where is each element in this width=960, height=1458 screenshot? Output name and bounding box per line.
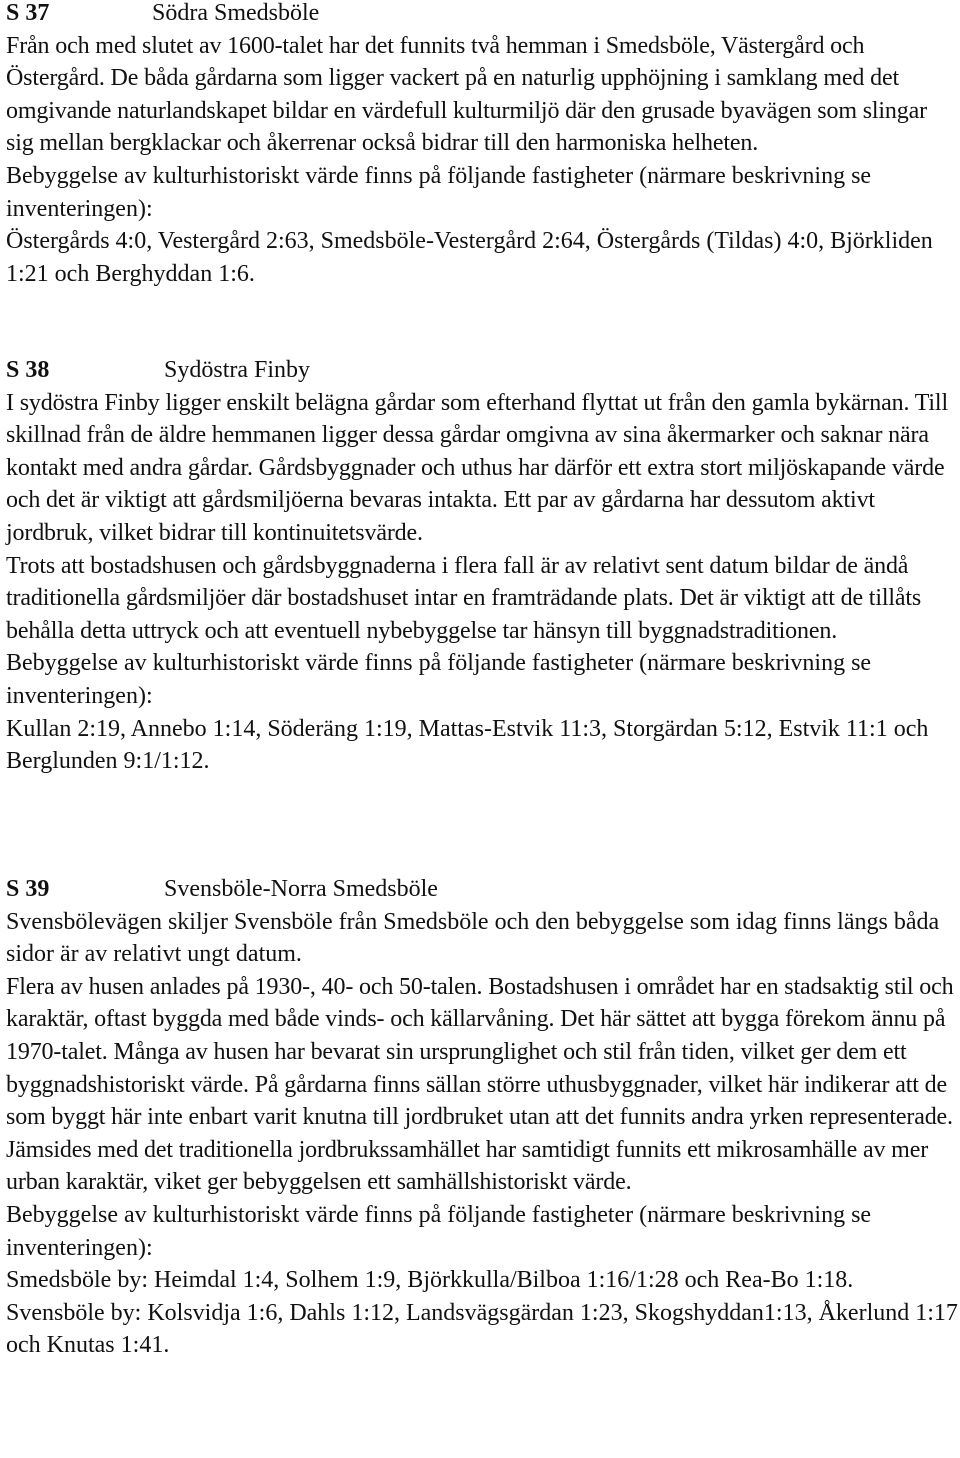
paragraph: Svensböle by: Kolsvidja 1:6, Dahls 1:12, Landsvägsgärdan 1:23, Skogshyddan1:13, Åkerlund 1:17 och Knutas 1:41. — [6, 1299, 958, 1359]
section-title: Södra Smedsböle — [152, 0, 320, 26]
section-heading — [6, 0, 958, 30]
paragraph: Flera av husen anlades på 1930-, 40- och 50-talen. Bostadshusen i området har en stadsaktig stil och karaktär, oftast byggda med både vinds- och källarvåning. Det här sättet att bygga förekom ännu på 1970-talet. Många av husen har bevarat sin ursprunglighet och stil från tiden, vilket ger dem ett byggnadshistoriskt värde. På gårdarna finns sällan större uthusbyggnader, vilket här indikerar att de som byggt här inte enbart varit knutna till jordbruket utan att det funnits andra yrken representerade. Jämsides med det traditionella jordbrukssamhället har samtidigt funnits ett mikrosamhälle av mer urban karaktär, viket ger bebyggelsen ett samhällshistoriskt värde. — [6, 973, 954, 1196]
section-s37 — [6, 0, 958, 290]
section-s38 — [6, 354, 958, 778]
paragraph: Trots att bostadshusen och gårdsbyggnaderna i flera fall är av relativt sent datum bildar de ändå traditionella gårdsmiljöer där bostadshuset intar en framträdande plats. Det är viktigt att de tillåts behålla detta uttryck och att eventuell nybebyggelse tar hänsyn till byggnadstraditionen. — [6, 552, 922, 644]
section-number: S 39 — [6, 876, 50, 902]
section-heading — [6, 354, 958, 387]
paragraph: Bebyggelse av kulturhistoriskt värde finns på följande fastigheter (närmare beskrivning se inventeringen): — [6, 1201, 872, 1261]
paragraph: Smedsböle by: Heimdal 1:4, Solhem 1:9, Björkkulla/Bilboa 1:16/1:28 och Rea-Bo 1:18. — [6, 1267, 854, 1294]
paragraph: Från och med slutet av 1600-talet har det funnits två hemman i Smedsböle, Västergård och Östergård. De båda gårdarna som ligger vackert på en naturlig upphöjning i samklang med det omgivande naturlandskapet bildar en värdefull kulturmiljö där den grusade byavägen som slingar sig mellan bergklackar och åkerrenar också bidrar till den harmoniska helheten. — [6, 32, 927, 157]
section-s39 — [6, 873, 958, 1362]
paragraph: Kullan 2:19, Annebo 1:14, Söderäng 1:19, Mattas-Estvik 11:3, Storgärdan 5:12, Estvik 11:1 och Berglunden 9:1/1:12. — [6, 715, 929, 775]
section-heading — [6, 873, 958, 906]
paragraph: Östergårds 4:0, Vestergård 2:63, Smedsböle-Vestergård 2:64, Östergårds (Tildas) 4:0, Björkliden 1:21 och Berghyddan 1:6. — [6, 228, 933, 287]
section-title: Sydöstra Finby — [164, 357, 311, 383]
paragraph: I sydöstra Finby ligger enskilt belägna gårdar som efterhand flyttat ut från den gamla bykärnan. Till skillnad från de äldre hemmanen ligger dessa gårdar omgivna av sina åkermarker och saknar nära kontakt med andra gårdar. Gårdsbyggnader och uthus har därför ett extra stort miljöskapande värde och det är viktigt att gårdsmiljöerna bevaras intakta. Ett par av gårdarna har dessutom aktivt jordbruk, vilket bidrar till kontinuitetsvärde. — [6, 389, 948, 546]
section-number: S 38 — [6, 357, 50, 383]
paragraph: Bebyggelse av kulturhistoriskt värde finns på följande fastigheter (närmare beskrivning se inventeringen): — [6, 650, 872, 709]
section-number: S 37 — [6, 0, 50, 26]
paragraph: Svensbölevägen skiljer Svensböle från Smedsböle och den bebyggelse som idag finns längs båda sidor är av relativt ungt datum. — [6, 908, 940, 968]
paragraph: Bebyggelse av kulturhistoriskt värde finns på följande fastigheter (närmare beskrivning se inventeringen): — [6, 162, 872, 222]
section-title: Svensböle-Norra Smedsböle — [164, 876, 438, 902]
